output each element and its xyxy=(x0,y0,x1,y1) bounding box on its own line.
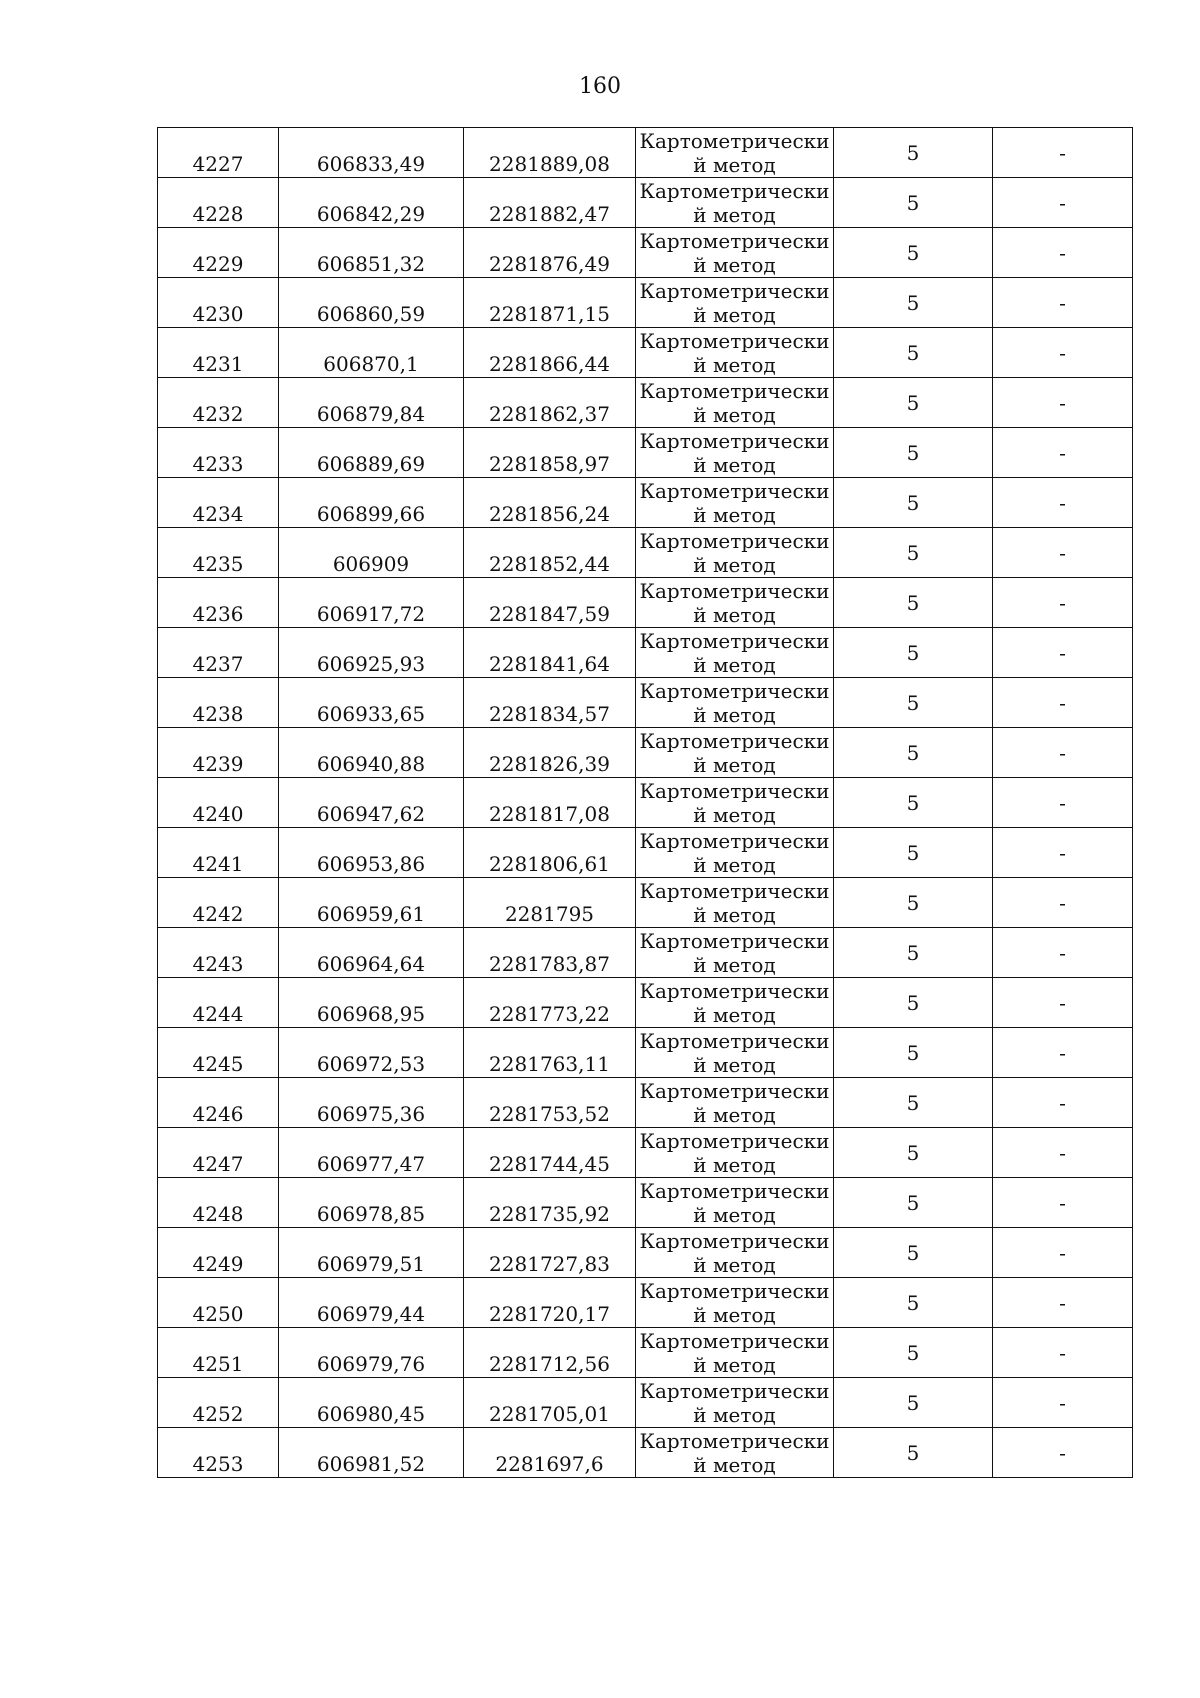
point-number-cell: 4243 xyxy=(158,928,279,978)
method-cell xyxy=(636,428,834,478)
method-cell xyxy=(636,328,834,378)
y-coordinate-cell: 2281744,45 xyxy=(464,1128,636,1178)
x-coordinate-cell: 606879,84 xyxy=(279,378,464,428)
method-cell xyxy=(636,1178,834,1228)
table-row xyxy=(158,1128,1133,1178)
accuracy-cell: 5 xyxy=(834,1378,993,1428)
point-number-cell: 4234 xyxy=(158,478,279,528)
method-cell xyxy=(636,678,834,728)
table-row xyxy=(158,578,1133,628)
point-number-cell: 4248 xyxy=(158,1178,279,1228)
point-number-cell: 4252 xyxy=(158,1378,279,1428)
method-line-1: Картометрически xyxy=(639,528,830,553)
description-cell: - xyxy=(993,878,1133,928)
accuracy-cell: 5 xyxy=(834,278,993,328)
y-coordinate-cell: 2281856,24 xyxy=(464,478,636,528)
description-cell: - xyxy=(993,728,1133,778)
point-number-cell: 4244 xyxy=(158,978,279,1028)
method-cell xyxy=(636,778,834,828)
point-number-cell: 4249 xyxy=(158,1228,279,1278)
description-cell: - xyxy=(993,1128,1133,1178)
y-coordinate-cell: 2281847,59 xyxy=(464,578,636,628)
method-cell xyxy=(636,728,834,778)
method-cell xyxy=(636,278,834,328)
method-line-2: й метод xyxy=(693,952,776,977)
point-number-cell: 4236 xyxy=(158,578,279,628)
coordinates-table-body xyxy=(158,128,1133,1478)
x-coordinate-cell: 606933,65 xyxy=(279,678,464,728)
table-row xyxy=(158,678,1133,728)
point-number-cell: 4245 xyxy=(158,1028,279,1078)
method-line-2: й метод xyxy=(693,1252,776,1277)
x-coordinate-cell: 606851,32 xyxy=(279,228,464,278)
description-cell: - xyxy=(993,678,1133,728)
x-coordinate-cell: 606899,66 xyxy=(279,478,464,528)
method-cell xyxy=(636,1428,834,1478)
method-line-2: й метод xyxy=(693,302,776,327)
method-line-2: й метод xyxy=(693,1352,776,1377)
accuracy-cell: 5 xyxy=(834,478,993,528)
description-cell: - xyxy=(993,1178,1133,1228)
method-line-2: й метод xyxy=(693,752,776,777)
table-row xyxy=(158,278,1133,328)
y-coordinate-cell: 2281862,37 xyxy=(464,378,636,428)
method-line-1: Картометрически xyxy=(639,1228,830,1253)
table-row xyxy=(158,1178,1133,1228)
method-line-1: Картометрически xyxy=(639,428,830,453)
method-line-2: й метод xyxy=(693,652,776,677)
method-line-2: й метод xyxy=(693,1402,776,1427)
y-coordinate-cell: 2281763,11 xyxy=(464,1028,636,1078)
accuracy-cell: 5 xyxy=(834,1078,993,1128)
point-number-cell: 4237 xyxy=(158,628,279,678)
method-line-1: Картометрически xyxy=(639,478,830,503)
point-number-cell: 4228 xyxy=(158,178,279,228)
method-cell xyxy=(636,928,834,978)
description-cell: - xyxy=(993,1278,1133,1328)
y-coordinate-cell: 2281866,44 xyxy=(464,328,636,378)
table-row xyxy=(158,1378,1133,1428)
table-row xyxy=(158,1228,1133,1278)
y-coordinate-cell: 2281889,08 xyxy=(464,128,636,178)
x-coordinate-cell: 606860,59 xyxy=(279,278,464,328)
accuracy-cell: 5 xyxy=(834,178,993,228)
accuracy-cell: 5 xyxy=(834,328,993,378)
y-coordinate-cell: 2281841,64 xyxy=(464,628,636,678)
x-coordinate-cell: 606909 xyxy=(279,528,464,578)
method-line-2: й метод xyxy=(693,202,776,227)
x-coordinate-cell: 606978,85 xyxy=(279,1178,464,1228)
method-cell xyxy=(636,228,834,278)
method-line-2: й метод xyxy=(693,552,776,577)
accuracy-cell: 5 xyxy=(834,428,993,478)
page-number: 160 xyxy=(579,74,621,99)
y-coordinate-cell: 2281720,17 xyxy=(464,1278,636,1328)
method-line-2: й метод xyxy=(693,1002,776,1027)
x-coordinate-cell: 606959,61 xyxy=(279,878,464,928)
point-number-cell: 4247 xyxy=(158,1128,279,1178)
x-coordinate-cell: 606979,76 xyxy=(279,1328,464,1378)
accuracy-cell: 5 xyxy=(834,1278,993,1328)
x-coordinate-cell: 606889,69 xyxy=(279,428,464,478)
method-line-2: й метод xyxy=(693,502,776,527)
method-cell xyxy=(636,1328,834,1378)
y-coordinate-cell: 2281858,97 xyxy=(464,428,636,478)
point-number-cell: 4229 xyxy=(158,228,279,278)
description-cell: - xyxy=(993,1078,1133,1128)
description-cell: - xyxy=(993,628,1133,678)
point-number-cell: 4240 xyxy=(158,778,279,828)
method-line-1: Картометрически xyxy=(639,378,830,403)
point-number-cell: 4232 xyxy=(158,378,279,428)
description-cell: - xyxy=(993,228,1133,278)
method-cell xyxy=(636,828,834,878)
method-line-2: й метод xyxy=(693,902,776,927)
description-cell: - xyxy=(993,278,1133,328)
table-row xyxy=(158,978,1133,1028)
method-line-2: й метод xyxy=(693,452,776,477)
description-cell: - xyxy=(993,128,1133,178)
x-coordinate-cell: 606947,62 xyxy=(279,778,464,828)
description-cell: - xyxy=(993,978,1133,1028)
table-row xyxy=(158,628,1133,678)
x-coordinate-cell: 606953,86 xyxy=(279,828,464,878)
accuracy-cell: 5 xyxy=(834,528,993,578)
method-line-1: Картометрически xyxy=(639,778,830,803)
method-cell xyxy=(636,978,834,1028)
method-line-1: Картометрически xyxy=(639,678,830,703)
method-line-1: Картометрически xyxy=(639,1328,830,1353)
method-cell xyxy=(636,1378,834,1428)
method-line-1: Картометрически xyxy=(639,878,830,903)
x-coordinate-cell: 606972,53 xyxy=(279,1028,464,1078)
method-line-1: Картометрически xyxy=(639,828,830,853)
description-cell: - xyxy=(993,1428,1133,1478)
method-line-2: й метод xyxy=(693,1052,776,1077)
method-line-1: Картометрически xyxy=(639,1028,830,1053)
y-coordinate-cell: 2281697,6 xyxy=(464,1428,636,1478)
x-coordinate-cell: 606917,72 xyxy=(279,578,464,628)
x-coordinate-cell: 606925,93 xyxy=(279,628,464,678)
method-cell xyxy=(636,1228,834,1278)
method-cell xyxy=(636,878,834,928)
accuracy-cell: 5 xyxy=(834,1028,993,1078)
point-number-cell: 4239 xyxy=(158,728,279,778)
accuracy-cell: 5 xyxy=(834,678,993,728)
method-line-1: Картометрически xyxy=(639,1378,830,1403)
y-coordinate-cell: 2281876,49 xyxy=(464,228,636,278)
table-row xyxy=(158,1028,1133,1078)
method-cell xyxy=(636,378,834,428)
method-line-1: Картометрически xyxy=(639,278,830,303)
table-row xyxy=(158,878,1133,928)
y-coordinate-cell: 2281735,92 xyxy=(464,1178,636,1228)
description-cell: - xyxy=(993,1028,1133,1078)
method-line-1: Картометрически xyxy=(639,1078,830,1103)
x-coordinate-cell: 606977,47 xyxy=(279,1128,464,1178)
description-cell: - xyxy=(993,328,1133,378)
table-row xyxy=(158,428,1133,478)
table-row xyxy=(158,478,1133,528)
x-coordinate-cell: 606964,64 xyxy=(279,928,464,978)
table-row xyxy=(158,1428,1133,1478)
x-coordinate-cell: 606981,52 xyxy=(279,1428,464,1478)
description-cell: - xyxy=(993,578,1133,628)
point-number-cell: 4227 xyxy=(158,128,279,178)
table-row xyxy=(158,328,1133,378)
point-number-cell: 4233 xyxy=(158,428,279,478)
accuracy-cell: 5 xyxy=(834,728,993,778)
point-number-cell: 4246 xyxy=(158,1078,279,1128)
method-cell xyxy=(636,128,834,178)
point-number-cell: 4250 xyxy=(158,1278,279,1328)
x-coordinate-cell: 606980,45 xyxy=(279,1378,464,1428)
method-line-1: Картометрически xyxy=(639,1128,830,1153)
method-line-2: й метод xyxy=(693,802,776,827)
y-coordinate-cell: 2281783,87 xyxy=(464,928,636,978)
point-number-cell: 4231 xyxy=(158,328,279,378)
method-line-1: Картометрически xyxy=(639,1178,830,1203)
description-cell: - xyxy=(993,778,1133,828)
accuracy-cell: 5 xyxy=(834,778,993,828)
y-coordinate-cell: 2281773,22 xyxy=(464,978,636,1028)
y-coordinate-cell: 2281852,44 xyxy=(464,528,636,578)
method-line-1: Картометрически xyxy=(639,128,830,153)
x-coordinate-cell: 606979,44 xyxy=(279,1278,464,1328)
point-number-cell: 4251 xyxy=(158,1328,279,1378)
table-row xyxy=(158,928,1133,978)
description-cell: - xyxy=(993,928,1133,978)
description-cell: - xyxy=(993,1328,1133,1378)
accuracy-cell: 5 xyxy=(834,1128,993,1178)
method-line-2: й метод xyxy=(693,702,776,727)
method-line-2: й метод xyxy=(693,1202,776,1227)
x-coordinate-cell: 606968,95 xyxy=(279,978,464,1028)
method-line-1: Картометрически xyxy=(639,1428,830,1453)
table-row xyxy=(158,1278,1133,1328)
table-row xyxy=(158,228,1133,278)
accuracy-cell: 5 xyxy=(834,928,993,978)
x-coordinate-cell: 606975,36 xyxy=(279,1078,464,1128)
accuracy-cell: 5 xyxy=(834,828,993,878)
description-cell: - xyxy=(993,1378,1133,1428)
method-line-2: й метод xyxy=(693,1152,776,1177)
method-line-2: й метод xyxy=(693,852,776,877)
method-line-2: й метод xyxy=(693,602,776,627)
point-number-cell: 4242 xyxy=(158,878,279,928)
table-row xyxy=(158,1078,1133,1128)
description-cell: - xyxy=(993,478,1133,528)
y-coordinate-cell: 2281753,52 xyxy=(464,1078,636,1128)
method-line-2: й метод xyxy=(693,252,776,277)
y-coordinate-cell: 2281834,57 xyxy=(464,678,636,728)
table-row xyxy=(158,128,1133,178)
method-cell xyxy=(636,178,834,228)
x-coordinate-cell: 606833,49 xyxy=(279,128,464,178)
accuracy-cell: 5 xyxy=(834,378,993,428)
method-line-1: Картометрически xyxy=(639,178,830,203)
method-line-1: Картометрически xyxy=(639,578,830,603)
y-coordinate-cell: 2281817,08 xyxy=(464,778,636,828)
accuracy-cell: 5 xyxy=(834,1428,993,1478)
method-line-2: й метод xyxy=(693,352,776,377)
accuracy-cell: 5 xyxy=(834,228,993,278)
method-cell xyxy=(636,1278,834,1328)
method-cell xyxy=(636,1028,834,1078)
accuracy-cell: 5 xyxy=(834,878,993,928)
table-row xyxy=(158,1328,1133,1378)
accuracy-cell: 5 xyxy=(834,128,993,178)
method-line-2: й метод xyxy=(693,1102,776,1127)
accuracy-cell: 5 xyxy=(834,1178,993,1228)
method-cell xyxy=(636,578,834,628)
table-row xyxy=(158,828,1133,878)
method-line-1: Картометрически xyxy=(639,978,830,1003)
accuracy-cell: 5 xyxy=(834,1228,993,1278)
method-line-2: й метод xyxy=(693,402,776,427)
point-number-cell: 4253 xyxy=(158,1428,279,1478)
method-line-1: Картометрически xyxy=(639,928,830,953)
method-cell xyxy=(636,1078,834,1128)
method-cell xyxy=(636,628,834,678)
y-coordinate-cell: 2281727,83 xyxy=(464,1228,636,1278)
x-coordinate-cell: 606940,88 xyxy=(279,728,464,778)
method-cell xyxy=(636,528,834,578)
description-cell: - xyxy=(993,528,1133,578)
method-line-1: Картометрически xyxy=(639,1278,830,1303)
method-line-1: Картометрически xyxy=(639,328,830,353)
description-cell: - xyxy=(993,428,1133,478)
method-line-2: й метод xyxy=(693,1452,776,1477)
method-line-1: Картометрически xyxy=(639,628,830,653)
description-cell: - xyxy=(993,178,1133,228)
accuracy-cell: 5 xyxy=(834,578,993,628)
method-line-1: Картометрически xyxy=(639,728,830,753)
x-coordinate-cell: 606870,1 xyxy=(279,328,464,378)
method-cell xyxy=(636,1128,834,1178)
point-number-cell: 4230 xyxy=(158,278,279,328)
table-row xyxy=(158,528,1133,578)
point-number-cell: 4235 xyxy=(158,528,279,578)
table-row xyxy=(158,378,1133,428)
y-coordinate-cell: 2281826,39 xyxy=(464,728,636,778)
table-row xyxy=(158,178,1133,228)
method-line-2: й метод xyxy=(693,152,776,177)
method-cell xyxy=(636,478,834,528)
point-number-cell: 4241 xyxy=(158,828,279,878)
point-number-cell: 4238 xyxy=(158,678,279,728)
method-line-2: й метод xyxy=(693,1302,776,1327)
description-cell: - xyxy=(993,378,1133,428)
y-coordinate-cell: 2281712,56 xyxy=(464,1328,636,1378)
accuracy-cell: 5 xyxy=(834,978,993,1028)
y-coordinate-cell: 2281795 xyxy=(464,878,636,928)
accuracy-cell: 5 xyxy=(834,628,993,678)
coordinates-table xyxy=(157,127,1133,1478)
table-row xyxy=(158,728,1133,778)
description-cell: - xyxy=(993,828,1133,878)
y-coordinate-cell: 2281705,01 xyxy=(464,1378,636,1428)
method-line-1: Картометрически xyxy=(639,228,830,253)
x-coordinate-cell: 606979,51 xyxy=(279,1228,464,1278)
description-cell: - xyxy=(993,1228,1133,1278)
table-row xyxy=(158,778,1133,828)
y-coordinate-cell: 2281806,61 xyxy=(464,828,636,878)
x-coordinate-cell: 606842,29 xyxy=(279,178,464,228)
accuracy-cell: 5 xyxy=(834,1328,993,1378)
y-coordinate-cell: 2281871,15 xyxy=(464,278,636,328)
y-coordinate-cell: 2281882,47 xyxy=(464,178,636,228)
